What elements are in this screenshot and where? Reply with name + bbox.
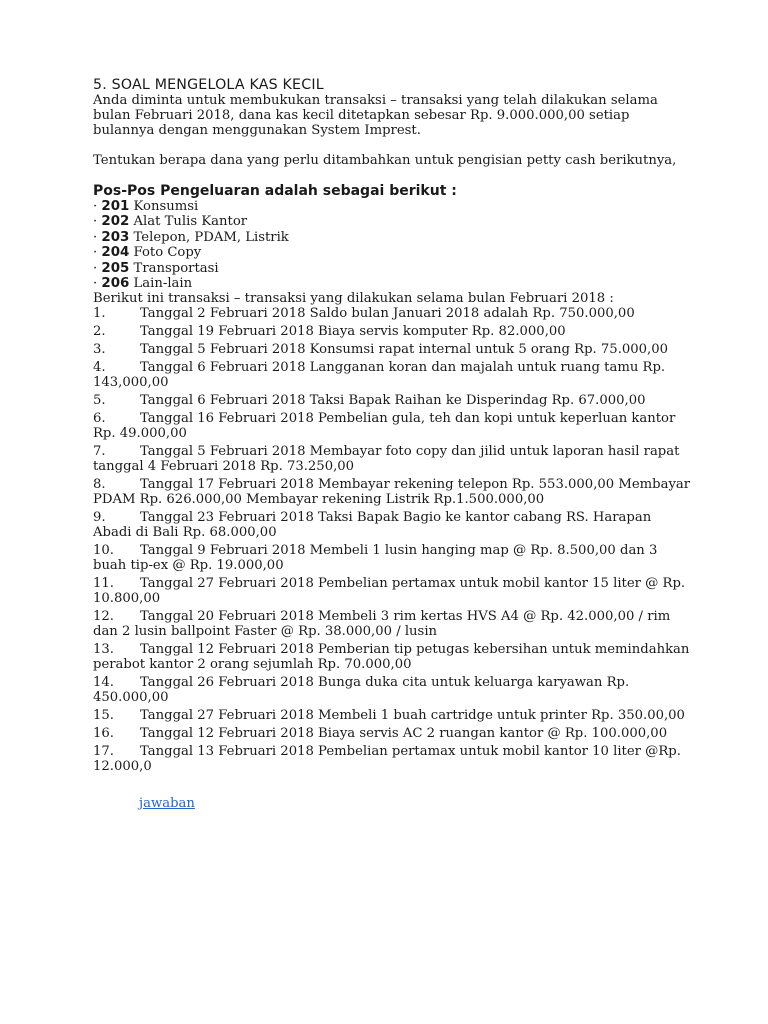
- transaction-item: [93, 642, 693, 672]
- pos-code: 201: [101, 199, 130, 214]
- pos-heading: Pos-Pos Pengeluaran adalah sebagai berikut :: [93, 183, 457, 199]
- item-number: 9.: [93, 510, 106, 526]
- transaction-item: [93, 576, 693, 606]
- item-number: 15.: [93, 708, 114, 724]
- bullet: ·: [93, 276, 102, 292]
- item-text: Tanggal 9 Februari 2018 Membeli 1 lusin hanging map @ Rp. 8.500,00 dan 3 buah tip-ex @ Rp. 19.000,00: [93, 543, 658, 574]
- transaction-item: [93, 726, 693, 741]
- pos-item: [93, 199, 693, 214]
- page-title: 5. SOAL MENGELOLA KAS KECIL: [93, 77, 324, 93]
- item-number: 6.: [93, 411, 106, 427]
- intro-paragraph: Anda diminta untuk membukukan transaksi – transaksi yang telah dilakukan selama bulan Februari 2018, dana kas kecil ditetapkan sebesar Rp. 9.000.000,00 setiap bulannya dengan menggunakan System Imprest.: [93, 93, 658, 138]
- pos-label: Transportasi: [129, 260, 219, 276]
- pos-label: Foto Copy: [129, 245, 202, 261]
- item-number: 8.: [93, 477, 106, 493]
- item-text: Tanggal 17 Februari 2018 Membayar rekening telepon Rp. 553.000,00 Membayar PDAM Rp. 626.000,00 Membayar rekening Listrik Rp.1.500.000,00: [93, 477, 691, 508]
- pos-label: Telepon, PDAM, Listrik: [129, 229, 289, 245]
- item-number: 11.: [93, 576, 114, 592]
- transaction-item: [93, 744, 693, 774]
- item-text: Tanggal 19 Februari 2018 Biaya servis komputer Rp. 82.000,00: [140, 324, 566, 340]
- transactions-intro: Berikut ini transaksi – transaksi yang dilakukan selama bulan Februari 2018 :: [93, 291, 614, 307]
- item-text: Tanggal 5 Februari 2018 Membayar foto copy dan jilid untuk laporan hasil rapat tanggal 4 Februari 2018 Rp. 73.250,00: [93, 444, 680, 475]
- transaction-item: [93, 543, 693, 573]
- pos-label: Alat Tulis Kantor: [129, 214, 248, 230]
- item-text: Tanggal 27 Februari 2018 Pembelian pertamax untuk mobil kantor 15 liter @ Rp. 10.800,00: [93, 576, 686, 607]
- transaction-item: [93, 411, 693, 441]
- transaction-item: [93, 675, 693, 705]
- item-number: 10.: [93, 543, 114, 559]
- bullet: ·: [93, 199, 102, 214]
- document-body: [93, 77, 693, 812]
- transaction-list: [93, 306, 693, 774]
- item-text: Tanggal 12 Februari 2018 Biaya servis AC 2 ruangan kantor @ Rp. 100.000,00: [140, 726, 668, 742]
- item-text: Tanggal 6 Februari 2018 Taksi Bapak Raihan ke Disperindag Rp. 67.000,00: [140, 393, 646, 409]
- transaction-item: [93, 306, 693, 321]
- item-text: Tanggal 6 Februari 2018 Langganan koran dan majalah untuk ruang tamu Rp. 143,000,00: [93, 360, 666, 391]
- item-number: 1.: [93, 306, 106, 322]
- bullet: ·: [93, 214, 102, 230]
- instruction-paragraph: Tentukan berapa dana yang perlu ditambahkan untuk pengisian petty cash berikutnya,: [93, 153, 677, 168]
- transaction-item: [93, 609, 693, 639]
- item-number: 3.: [93, 342, 106, 358]
- item-number: 16.: [93, 726, 114, 742]
- transaction-item: [93, 342, 693, 357]
- pos-label: Konsumsi: [129, 199, 199, 214]
- pos-item: [93, 276, 693, 291]
- paragraph-spacer: [93, 138, 693, 153]
- paragraph-spacer: [93, 168, 693, 183]
- bullet: ·: [93, 245, 102, 261]
- item-text: Tanggal 12 Februari 2018 Pemberian tip petugas kebersihan untuk memindahkan perabot kantor 2 orang sejumlah Rp. 70.000,00: [93, 642, 690, 673]
- item-number: 7.: [93, 444, 106, 460]
- item-number: 4.: [93, 360, 106, 376]
- pos-code: 203: [101, 229, 130, 245]
- item-text: Tanggal 20 Februari 2018 Membeli 3 rim kertas HVS A4 @ Rp. 42.000,00 / rim dan 2 lusin ballpoint Faster @ Rp. 38.000,00 / lusin: [93, 609, 671, 640]
- item-text: Tanggal 2 Februari 2018 Saldo bulan Januari 2018 adalah Rp. 750.000,00: [140, 306, 635, 322]
- transaction-item: [93, 510, 693, 540]
- answer-link-container: [93, 794, 693, 812]
- pos-code: 204: [101, 245, 130, 261]
- transaction-item: [93, 360, 693, 390]
- item-text: Tanggal 27 Februari 2018 Membeli 1 buah cartridge untuk printer Rp. 350.00,00: [140, 708, 685, 724]
- bullet: ·: [93, 229, 102, 245]
- transaction-item: [93, 444, 693, 474]
- item-number: 14.: [93, 675, 114, 691]
- item-number: 2.: [93, 324, 106, 340]
- item-number: 12.: [93, 609, 114, 625]
- transaction-item: [93, 708, 693, 723]
- item-text: Tanggal 26 Februari 2018 Bunga duka cita untuk keluarga karyawan Rp. 450.000,00: [93, 675, 630, 706]
- pos-item: [93, 230, 693, 245]
- item-text: Tanggal 23 Februari 2018 Taksi Bapak Bagio ke kantor cabang RS. Harapan Abadi di Bali Rp. 68.000,00: [93, 510, 652, 541]
- transaction-item: [93, 324, 693, 339]
- item-number: 17.: [93, 744, 114, 760]
- pos-item: [93, 261, 693, 276]
- item-text: Tanggal 16 Februari 2018 Pembelian gula, teh dan kopi untuk keperluan kantor Rp. 49.000,00: [93, 411, 676, 442]
- pos-code: 206: [101, 276, 130, 292]
- item-text: Tanggal 5 Februari 2018 Konsumsi rapat internal untuk 5 orang Rp. 75.000,00: [140, 342, 669, 358]
- pos-label: Lain-lain: [129, 276, 193, 292]
- pos-code: 202: [101, 214, 130, 230]
- pos-code: 205: [101, 260, 130, 276]
- bullet: ·: [93, 260, 102, 276]
- item-number: 13.: [93, 642, 114, 658]
- pos-item: [93, 214, 693, 229]
- item-text: Tanggal 13 Februari 2018 Pembelian pertamax untuk mobil kantor 10 liter @Rp. 12.000,0: [93, 744, 681, 775]
- transaction-item: [93, 477, 693, 507]
- pos-item: [93, 245, 693, 260]
- item-number: 5.: [93, 393, 106, 409]
- answer-link[interactable]: jawaban: [139, 796, 195, 812]
- transaction-item: [93, 393, 693, 408]
- pos-list: [93, 199, 693, 291]
